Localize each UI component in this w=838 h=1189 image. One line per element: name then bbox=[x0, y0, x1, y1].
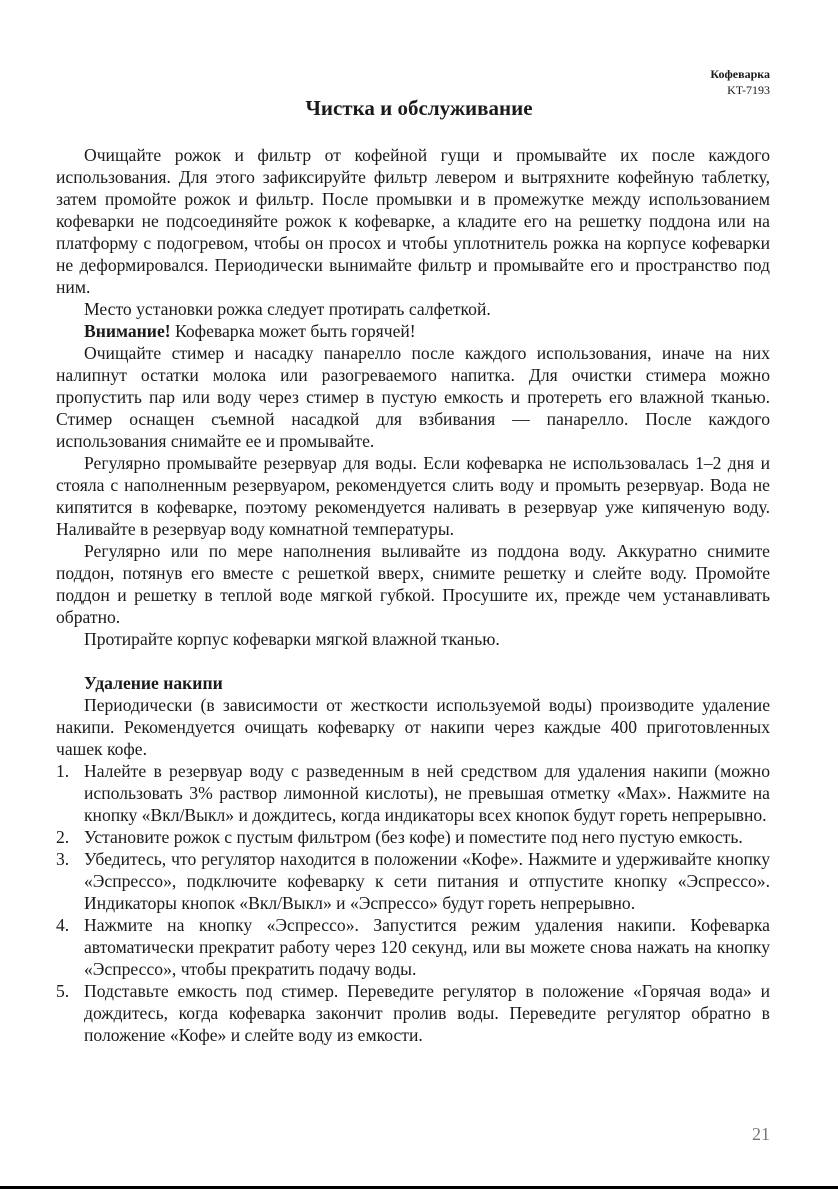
descaling-intro: Периодически (в зависимости от жесткости используемой воды) производите удаление накипи. Рекомендуется очищать кофеварку от накипи через каждые 400 приготовленных чашек кофе. bbox=[56, 695, 770, 759]
list-item bbox=[56, 914, 770, 980]
list-item bbox=[56, 826, 770, 848]
step-number: 5. bbox=[56, 981, 70, 1001]
paragraph: Очищайте рожок и фильтр от кофейной гущи и промывайте их после каждого использования. Для этого зафиксируйте фильтр левером и вытряхните кофейную таблетку, затем промойте рожок и фильтр. После промывки и в промежутке между использованием кофеварки не подсоединяйте рожок к кофеварке, а кладите его на решетку поддона или на платформу с подогревом, чтобы он просох и чтобы уплотнитель рожка на корпусе кофеварки не деформировался. Периодически вынимайте фильтр и промывайте его и пространство под ним. bbox=[56, 145, 770, 297]
descaling-steps bbox=[56, 760, 770, 1046]
list-item bbox=[56, 980, 770, 1046]
warning-text: Кофеварка может быть горячей! bbox=[170, 321, 416, 341]
step-number: 4. bbox=[56, 915, 70, 935]
paragraph: Очищайте стимер и насадку панарелло после каждого использования, иначе на них налипнут остатки молока или разогреваемого напитка. Для очистки стимера можно пропустить пар или воду через стимер в пустую емкость и протереть его влажной тканью. Стимер оснащен съемной насадкой для взбивания — панарелло. После каждого использования снимайте ее и промывайте. bbox=[56, 343, 770, 451]
paragraph: Место установки рожка следует протирать салфеткой. bbox=[84, 299, 491, 319]
step-number: 3. bbox=[56, 849, 70, 869]
section-heading: Удаление накипи bbox=[84, 673, 223, 693]
list-item bbox=[56, 848, 770, 914]
paragraph: Регулярно или по мере наполнения выливайте из поддона воду. Аккуратно снимите поддон, потянув его вместе с решеткой вверх, снимите решетку и слейте воду. Промойте поддон и решетку в теплой воде мягкой губкой. Просушите их, прежде чем устанавливать обратно. bbox=[56, 541, 770, 627]
step-number: 2. bbox=[56, 827, 70, 847]
step-text: Налейте в резервуар воду с разведенным в ней средством для удаления накипи (можно использовать 3% раствор лимонной кислоты), не превышая отметку «Max». Нажмите на кнопку «Вкл/Выкл» и дождитесь, когда индикаторы всех кнопок будут гореть непрерывно. bbox=[84, 761, 770, 825]
page-number: 21 bbox=[752, 1124, 770, 1144]
warning-paragraph bbox=[56, 320, 770, 342]
paragraph: Протирайте корпус кофеварки мягкой влажной тканью. bbox=[84, 629, 500, 649]
step-text: Установите рожок с пустым фильтром (без кофе) и поместите под него пустую емкость. bbox=[84, 827, 743, 847]
step-text: Убедитесь, что регулятор находится в положении «Кофе». Нажмите и удерживайте кнопку «Эспрессо», подключите кофеварку к сети питания и отпустите кнопку «Эспрессо». Индикаторы кнопок «Вкл/Выкл» и «Эспрессо» будут гореть непрерывно. bbox=[84, 849, 770, 913]
page-body bbox=[56, 144, 770, 1046]
warning-label: Внимание! bbox=[84, 321, 171, 341]
list-item bbox=[56, 760, 770, 826]
header-model: KT-7193 bbox=[727, 83, 770, 97]
running-header bbox=[710, 66, 770, 98]
step-text: Нажмите на кнопку «Эспрессо». Запустится режим удаления накипи. Кофеварка автоматически прекратит работу через 120 секунд, или вы можете снова нажать на кнопку «Эспрессо», чтобы прекратить подачу воды. bbox=[84, 915, 770, 979]
paragraph: Регулярно промывайте резервуар для воды. Если кофеварка не использовалась 1–2 дня и стояла с наполненным резервуаром, рекомендуется слить воду и промыть резервуар. Вода не кипятится в кофеварке, поэтому рекомендуется наливать в резервуар уже кипяченую воду. Наливайте в резервуар воду комнатной температуры. bbox=[56, 453, 770, 539]
step-number: 1. bbox=[56, 761, 70, 781]
step-text: Подставьте емкость под стимер. Переведите регулятор в положение «Горячая вода» и дождитесь, когда кофеварка закончит пролив воды. Переведите регулятор обратно в положение «Кофе» и слейте воду из емкости. bbox=[84, 981, 770, 1045]
header-product: Кофеварка bbox=[710, 67, 770, 81]
page-title: Чистка и обслуживание bbox=[305, 96, 533, 120]
